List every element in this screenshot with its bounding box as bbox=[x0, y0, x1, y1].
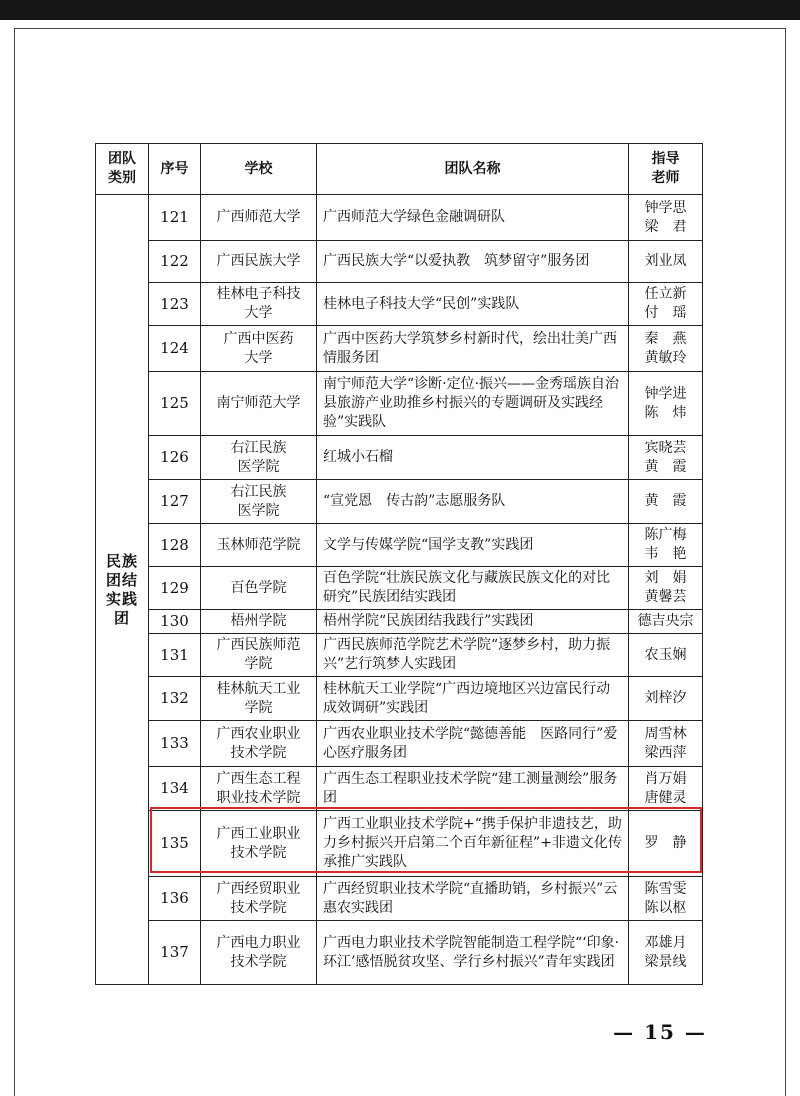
row-number: 133 bbox=[149, 721, 201, 767]
table-row bbox=[96, 436, 703, 480]
table-row bbox=[96, 326, 703, 372]
team-name-cell: 广西民族大学“以爱执教 筑梦留守”服务团 bbox=[317, 241, 629, 283]
table-row bbox=[96, 811, 703, 877]
team-table bbox=[95, 143, 703, 985]
advisor-cell: 刘业凤 bbox=[629, 241, 703, 283]
school-cell: 广西工业职业 技术学院 bbox=[201, 811, 317, 877]
team-name-cell: 文学与传媒学院“国学支教”实践团 bbox=[317, 524, 629, 567]
header-school: 学校 bbox=[201, 144, 317, 195]
advisor-cell: 陈广梅 韦 艳 bbox=[629, 524, 703, 567]
school-cell: 广西民族大学 bbox=[201, 241, 317, 283]
row-number: 122 bbox=[149, 241, 201, 283]
row-number: 134 bbox=[149, 767, 201, 811]
advisor-cell: 秦 燕 黄敏玲 bbox=[629, 326, 703, 372]
top-bar bbox=[0, 0, 800, 20]
advisor-cell: 任立新 付 瑶 bbox=[629, 283, 703, 326]
advisor-cell: 黄 霞 bbox=[629, 480, 703, 524]
school-cell: 梧州学院 bbox=[201, 610, 317, 634]
table-row bbox=[96, 677, 703, 721]
header-team-name: 团队名称 bbox=[317, 144, 629, 195]
table-row bbox=[96, 372, 703, 436]
table-row bbox=[96, 634, 703, 677]
team-name-cell: 广西经贸职业技术学院“直播助销，乡村振兴”云惠农实践团 bbox=[317, 877, 629, 921]
school-cell: 广西民族师范 学院 bbox=[201, 634, 317, 677]
row-number: 126 bbox=[149, 436, 201, 480]
row-number: 127 bbox=[149, 480, 201, 524]
table-row bbox=[96, 567, 703, 610]
team-name-cell: 广西民族师范学院艺术学院“逐梦乡村，助力振兴”艺行筑梦人实践团 bbox=[317, 634, 629, 677]
row-number: 132 bbox=[149, 677, 201, 721]
advisor-cell: 邓雄月 梁景线 bbox=[629, 921, 703, 985]
advisor-cell: 刘梓汐 bbox=[629, 677, 703, 721]
table-row bbox=[96, 767, 703, 811]
team-name-cell: 广西农业职业技术学院“懿德善能 医路同行”爱心医疗服务团 bbox=[317, 721, 629, 767]
team-name-cell: 广西师范大学绿色金融调研队 bbox=[317, 195, 629, 241]
table-row bbox=[96, 721, 703, 767]
header-category: 团队 类别 bbox=[96, 144, 149, 195]
team-name-cell: 桂林航天工业学院“广西边境地区兴边富民行动成效调研”实践团 bbox=[317, 677, 629, 721]
category-cell: 民族 团结 实践 团 bbox=[96, 195, 149, 985]
team-name-cell: 广西中医药大学筑梦乡村新时代，绘出壮美广西情服务团 bbox=[317, 326, 629, 372]
advisor-cell: 罗 静 bbox=[629, 811, 703, 877]
team-name-cell: “宣党恩 传古韵”志愿服务队 bbox=[317, 480, 629, 524]
advisor-cell: 宾晓芸 黄 霞 bbox=[629, 436, 703, 480]
table-row bbox=[96, 610, 703, 634]
table-row bbox=[96, 480, 703, 524]
school-cell: 百色学院 bbox=[201, 567, 317, 610]
advisor-cell: 肖万娟 唐健灵 bbox=[629, 767, 703, 811]
school-cell: 桂林电子科技 大学 bbox=[201, 283, 317, 326]
row-number: 130 bbox=[149, 610, 201, 634]
page-number: — 15 — bbox=[613, 1020, 707, 1044]
advisor-cell: 陈雪雯 陈以枢 bbox=[629, 877, 703, 921]
row-number: 121 bbox=[149, 195, 201, 241]
advisor-cell: 刘 娟 黄馨芸 bbox=[629, 567, 703, 610]
row-number: 136 bbox=[149, 877, 201, 921]
table-row bbox=[96, 283, 703, 326]
school-cell: 广西农业职业 技术学院 bbox=[201, 721, 317, 767]
school-cell: 桂林航天工业 学院 bbox=[201, 677, 317, 721]
team-name-cell: 广西生态工程职业技术学院“建工测量测绘”服务团 bbox=[317, 767, 629, 811]
team-name-cell: 广西工业职业技术学院+“携手保护非遗技艺，助力乡村振兴开启第二个百年新征程”+非遗文化传承推广实践队 bbox=[317, 811, 629, 877]
advisor-cell: 钟学进 陈 炜 bbox=[629, 372, 703, 436]
table-row bbox=[96, 195, 703, 241]
school-cell: 右江民族 医学院 bbox=[201, 436, 317, 480]
school-cell: 广西电力职业 技术学院 bbox=[201, 921, 317, 985]
team-name-cell: 桂林电子科技大学“民创”实践队 bbox=[317, 283, 629, 326]
row-number: 124 bbox=[149, 326, 201, 372]
row-number: 135 bbox=[149, 811, 201, 877]
school-cell: 广西中医药 大学 bbox=[201, 326, 317, 372]
table-row bbox=[96, 921, 703, 985]
row-number: 125 bbox=[149, 372, 201, 436]
team-name-cell: 梧州学院“民族团结我践行”实践团 bbox=[317, 610, 629, 634]
team-name-cell: 红城小石榴 bbox=[317, 436, 629, 480]
advisor-cell: 德吉央宗 bbox=[629, 610, 703, 634]
header-advisor: 指导 老师 bbox=[629, 144, 703, 195]
school-cell: 广西经贸职业 技术学院 bbox=[201, 877, 317, 921]
advisor-cell: 农玉娴 bbox=[629, 634, 703, 677]
table-row bbox=[96, 241, 703, 283]
header-number: 序号 bbox=[149, 144, 201, 195]
table-header-row bbox=[96, 144, 703, 195]
advisor-cell: 周雪林 梁西萍 bbox=[629, 721, 703, 767]
row-number: 137 bbox=[149, 921, 201, 985]
team-name-cell: 百色学院“壮族民族文化与藏族民族文化的对比研究”民族团结实践团 bbox=[317, 567, 629, 610]
row-number: 131 bbox=[149, 634, 201, 677]
row-number: 123 bbox=[149, 283, 201, 326]
team-name-cell: 广西电力职业技术学院智能制造工程学院“‘印象·环江’感悟脱贫攻坚、学行乡村振兴”青年实践团 bbox=[317, 921, 629, 985]
school-cell: 广西生态工程 职业技术学院 bbox=[201, 767, 317, 811]
school-cell: 玉林师范学院 bbox=[201, 524, 317, 567]
row-number: 129 bbox=[149, 567, 201, 610]
school-cell: 右江民族 医学院 bbox=[201, 480, 317, 524]
school-cell: 南宁师范大学 bbox=[201, 372, 317, 436]
school-cell: 广西师范大学 bbox=[201, 195, 317, 241]
table-row bbox=[96, 524, 703, 567]
team-name-cell: 南宁师范大学“诊断·定位·振兴——金秀瑶族自治县旅游产业助推乡村振兴的专题调研及实践经验”实践队 bbox=[317, 372, 629, 436]
advisor-cell: 钟学思 梁 君 bbox=[629, 195, 703, 241]
table-row bbox=[96, 877, 703, 921]
row-number: 128 bbox=[149, 524, 201, 567]
